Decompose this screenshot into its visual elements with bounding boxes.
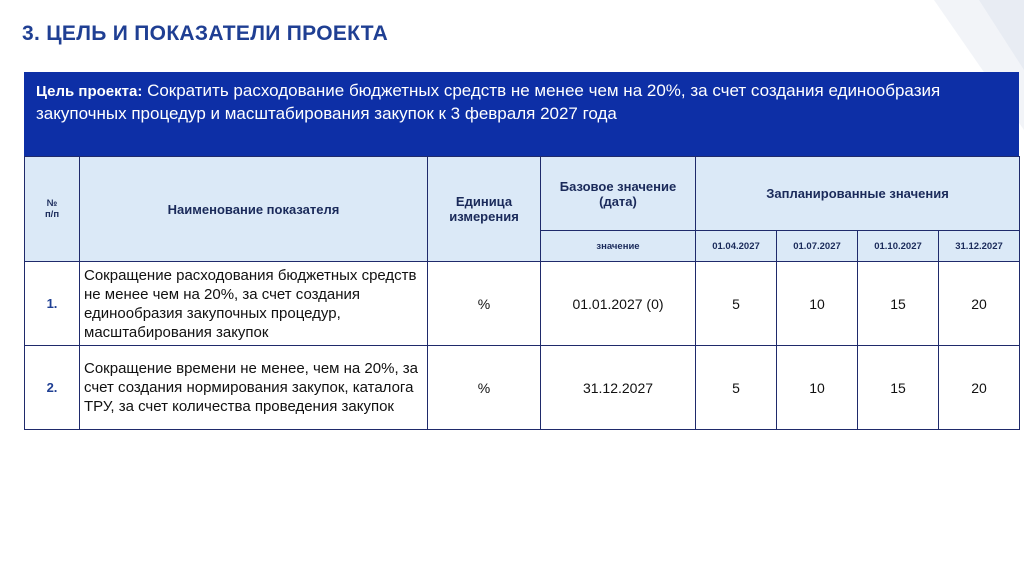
row-base: 31.12.2027 (541, 346, 696, 430)
row-unit: % (428, 262, 541, 346)
row-value-2: 10 (777, 346, 858, 430)
row-value-4: 20 (939, 262, 1020, 346)
header-base-sub: значение (541, 231, 696, 262)
row-unit: % (428, 346, 541, 430)
header-name: Наименование показателя (80, 157, 428, 262)
row-value-3: 15 (858, 262, 939, 346)
goal-box (24, 72, 1019, 156)
row-value-2: 10 (777, 262, 858, 346)
row-value-1: 5 (696, 346, 777, 430)
header-date-3: 01.10.2027 (858, 231, 939, 262)
table-row (25, 262, 1020, 346)
header-row-1 (25, 157, 1020, 231)
header-date-2: 01.07.2027 (777, 231, 858, 262)
table-row (25, 346, 1020, 430)
header-base: Базовое значение (дата) (541, 157, 696, 231)
row-name: Сокращение расходования бюджетных средств не менее чем на 20%, за счет создания единообразия закупочных процедур, масштабирования закупок (80, 262, 428, 346)
row-base: 01.01.2027 (0) (541, 262, 696, 346)
header-num (25, 157, 80, 262)
row-num: 1. (25, 262, 80, 346)
goal-text: Сократить расходование бюджетных средств не менее чем на 20%, за счет создания единообразия закупочных процедур и масштабирования закупок к 3 февраля 2027 года (36, 81, 941, 123)
row-value-3: 15 (858, 346, 939, 430)
slide-title: 3. ЦЕЛЬ И ПОКАЗАТЕЛИ ПРОЕКТА (22, 22, 389, 45)
row-num: 2. (25, 346, 80, 430)
header-planned: Запланированные значения (696, 157, 1020, 231)
indicators-table (24, 156, 1020, 430)
goal-label: Цель проекта: (36, 83, 143, 100)
row-value-4: 20 (939, 346, 1020, 430)
header-num-line2: п/п (44, 209, 60, 220)
header-date-1: 01.04.2027 (696, 231, 777, 262)
header-unit: Единица измерения (428, 157, 541, 262)
row-name: Сокращение времени не менее, чем на 20%, за счет создания нормирования закупок, каталога ТРУ, за счет количества проведения закупок (80, 346, 428, 430)
header-date-4: 31.12.2027 (939, 231, 1020, 262)
header-num-line1: № (46, 198, 58, 209)
row-value-1: 5 (696, 262, 777, 346)
